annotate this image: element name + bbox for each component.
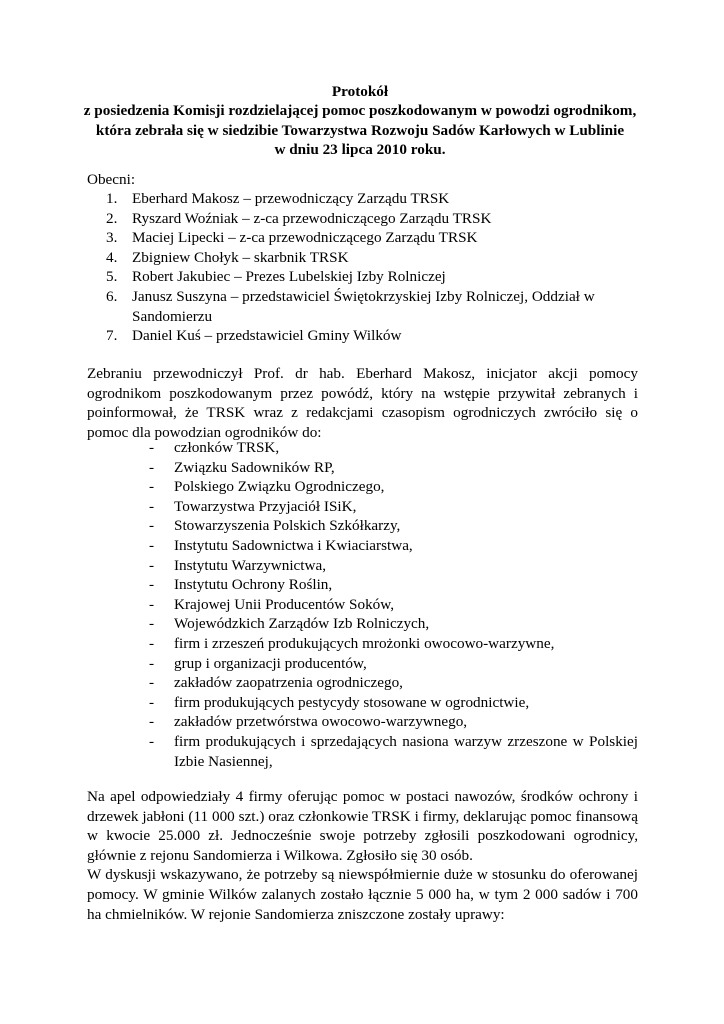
- attendee-item: [87, 326, 647, 346]
- recipient-text: Związku Sadowników RP,: [174, 458, 335, 476]
- dash-bullet: -: [149, 497, 155, 515]
- recipient-item: [149, 556, 638, 576]
- attendee-number: 2.: [106, 209, 118, 227]
- recipient-text: firm produkujących pestycydy stosowane w ogrodnictwie,: [174, 693, 530, 711]
- recipient-item: [149, 654, 638, 674]
- attendee-number: 7.: [106, 327, 118, 345]
- attendee-text: Robert Jakubiec – Prezes Lubelskiej Izby Rolniczej: [132, 268, 446, 286]
- attendee-number: 5.: [106, 268, 118, 286]
- recipient-text: Wojewódzkich Zarządów Izb Rolniczych,: [174, 615, 430, 633]
- recipient-item: [149, 693, 638, 713]
- attendee-text: Eberhard Makosz – przewodniczący Zarządu TRSK: [132, 190, 450, 207]
- attendee-item: [87, 209, 647, 229]
- dash-bullet: -: [149, 478, 155, 496]
- recipient-item: [149, 458, 638, 478]
- discussion-paragraph: W dyskusji wskazywano, że potrzeby są niewspółmiernie duże w stosunku do oferowanej pomocy. W gminie Wilków zalanych zostało łącznie 5 000 ha, w tym 2 000 sadów i 700 ha chmielników. W rejonie Sandomierza zniszczone zostały uprawy:: [87, 866, 638, 923]
- dash-bullet: -: [149, 439, 155, 456]
- recipient-item: [149, 575, 638, 595]
- attendee-item: [87, 228, 647, 248]
- attendee-item: [87, 248, 647, 268]
- dash-bullet: -: [149, 595, 155, 613]
- attendee-list: [87, 189, 647, 346]
- recipient-text: Krajowej Unii Producentów Soków,: [174, 595, 395, 613]
- recipient-text: zakładów przetwórstwa owocowo-warzywnego,: [174, 713, 468, 731]
- attendee-item: [87, 267, 647, 287]
- recipient-text: członków TRSK,: [174, 439, 280, 456]
- recipient-item: [149, 712, 638, 732]
- recipient-item: [149, 614, 638, 634]
- title-line-1: Protokół: [331, 83, 389, 100]
- title-line-4: w dniu 23 lipca 2010 roku.: [274, 140, 446, 158]
- recipient-text: grup i organizacji producentów,: [174, 654, 367, 672]
- recipient-item: [149, 634, 638, 654]
- attendee-text: Daniel Kuś – przedstawiciel Gminy Wilków: [132, 327, 402, 345]
- recipient-text: Instytutu Warzywnictwa,: [174, 556, 327, 574]
- recipient-list: [149, 438, 638, 771]
- dash-bullet: -: [149, 556, 155, 574]
- protocol-heading: [60, 82, 660, 159]
- attendee-text: Janusz Suszyna – przedstawiciel Świętokrzyskiej Izby Rolniczej, Oddział w Sandomierzu: [132, 287, 595, 325]
- recipient-item: [149, 732, 638, 771]
- attendee-number: 6.: [106, 287, 118, 305]
- attendee-text: Zbigniew Chołyk – skarbnik TRSK: [132, 248, 349, 266]
- recipient-item: [149, 595, 638, 615]
- recipient-text: firm produkujących i sprzedających nasiona warzyw zrzeszone w Polskiej Izbie Nasiennej,: [174, 732, 638, 770]
- recipient-item: [149, 536, 638, 556]
- recipient-item: [149, 516, 638, 536]
- response-section: [87, 787, 638, 924]
- attendee-number: 4.: [106, 248, 118, 266]
- attendee-text: Ryszard Woźniak – z-ca przewodniczącego Zarządu TRSK: [132, 209, 492, 227]
- recipient-item: [149, 477, 638, 497]
- dash-bullet: -: [149, 458, 155, 476]
- recipient-text: firm i zrzeszeń produkujących mrożonki owocowo-warzywne,: [174, 634, 555, 652]
- dash-bullet: -: [149, 634, 155, 652]
- title-line-2: z posiedzenia Komisji rozdzielającej pomoc poszkodowanym w powodzi ogrodnikom,: [83, 102, 637, 120]
- recipient-text: Stowarzyszenia Polskich Szkółkarzy,: [174, 517, 401, 535]
- recipient-text: Instytutu Ochrony Roślin,: [174, 576, 333, 594]
- dash-bullet: -: [149, 713, 155, 731]
- attendee-number: 3.: [106, 229, 118, 247]
- dash-bullet: -: [149, 654, 155, 672]
- recipient-text: Instytutu Sadownictwa i Kwiaciarstwa,: [174, 536, 413, 554]
- attendee-item: [87, 189, 647, 209]
- response-paragraph: Na apel odpowiedziały 4 firmy oferując pomoc w postaci nawozów, środków ochrony i drzewek jabłoni (11 000 szt.) oraz członkowie TRSK i firmy, deklarując pomoc finansową w kwocie 25.000 zł. Jednocześnie swoje potrzeby zgłosili poszkodowani ogrodnicy, głównie z rejonu Sandomierza i Wilkowa. Zgłosiło się 30 osób.: [87, 788, 638, 864]
- dash-bullet: -: [149, 732, 155, 750]
- dash-bullet: -: [149, 517, 155, 535]
- recipient-item: [149, 438, 638, 458]
- intro-paragraph: Zebraniu przewodniczył Prof. dr hab. Eberhard Makosz, inicjator akcji pomocy ogrodnikom poszkodowanym przez powódź, który na wstępie przywitał zebranych i poinformował, że TRSK wraz z redakcjami czasopism ogrodniczych zwróciło się o pomoc dla powodzian ogrodników do:: [87, 365, 638, 441]
- attendee-text: Maciej Lipecki – z-ca przewodniczącego Zarządu TRSK: [132, 229, 478, 247]
- recipient-item: [149, 673, 638, 693]
- present-label: Obecni:: [87, 171, 136, 188]
- dash-bullet: -: [149, 536, 155, 554]
- attendee-item: [87, 287, 647, 326]
- dash-bullet: -: [149, 693, 155, 711]
- recipient-text: zakładów zaopatrzenia ogrodniczego,: [174, 674, 403, 692]
- dash-bullet: -: [149, 674, 155, 692]
- recipient-text: Polskiego Związku Ogrodniczego,: [174, 478, 385, 496]
- title-line-3: która zebrała się w siedzibie Towarzystwa Rozwoju Sadów Karłowych w Lublinie: [95, 121, 625, 139]
- recipient-item: [149, 497, 638, 517]
- dash-bullet: -: [149, 615, 155, 633]
- attendee-number: 1.: [106, 190, 118, 207]
- dash-bullet: -: [149, 576, 155, 594]
- recipient-text: Towarzystwa Przyjaciół ISiK,: [174, 497, 357, 515]
